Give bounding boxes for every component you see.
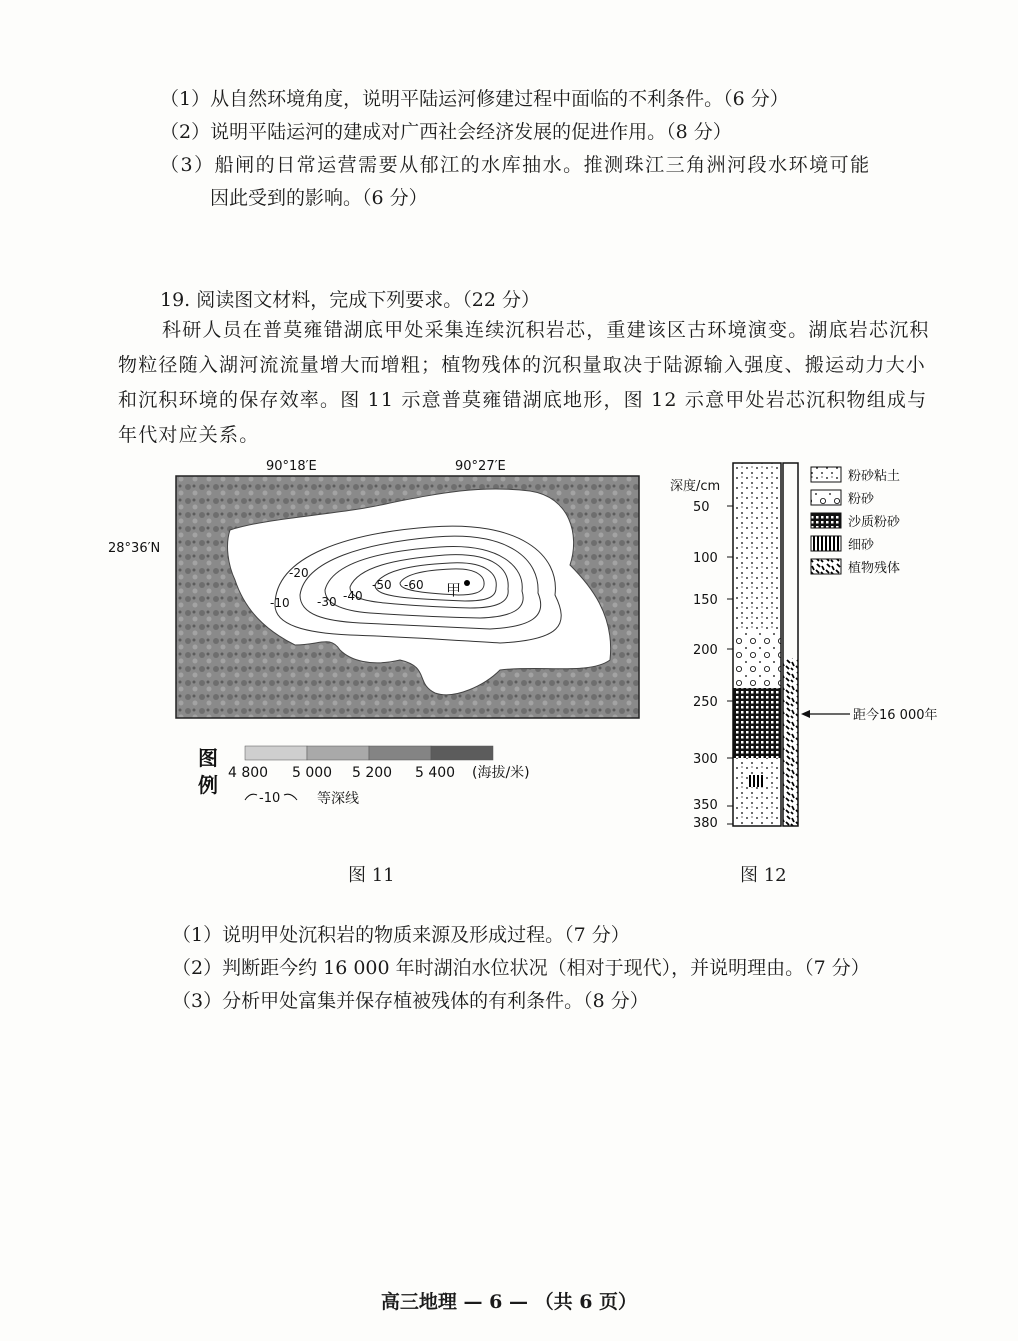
layer-silt — [733, 630, 781, 688]
contour-label-30: -30 — [317, 595, 337, 609]
layer-sandy-silt — [733, 688, 781, 758]
depth-tick-100: 100 — [693, 551, 718, 566]
depth-tick-380: 380 — [693, 816, 718, 831]
layer-silt-clay-bottom — [733, 758, 781, 826]
figure-11-caption: 图 11 — [348, 865, 395, 886]
contour-label-50: -50 — [372, 578, 392, 592]
depth-tick-250: 250 — [693, 695, 718, 710]
contour-sample-line-right — [284, 794, 297, 800]
elev-label-5200: 5 200 — [352, 765, 393, 781]
point-jia-marker — [464, 580, 470, 586]
legend-swatch-sandy-silt — [811, 513, 841, 528]
q19-header: 19. 阅读图文材料，完成下列要求。（22 分） — [160, 289, 540, 311]
prev-question-3-cont: 因此受到的影响。（6 分） — [210, 187, 428, 209]
contour-label-60: -60 — [404, 578, 424, 592]
prev-question-3: （3）船闸的日常运营需要从郁江的水库抽水。推测珠江三角洲河段水环境可能 — [160, 154, 871, 176]
legend-swatch-silt — [811, 490, 841, 505]
depth-tick-150: 150 — [693, 593, 718, 608]
depth-tick-50: 50 — [693, 500, 710, 515]
figure-12-caption: 图 12 — [740, 865, 787, 886]
legend-swatch-plant — [811, 559, 841, 574]
figure-11-legend — [195, 740, 565, 810]
plant-remains-column — [783, 658, 798, 826]
q19-question-3: （3）分析甲处富集并保存植被残体的有利条件。（8 分） — [172, 990, 649, 1012]
figure-12-core — [665, 455, 965, 835]
q19-question-1: （1）说明甲处沉积岩的物质来源及形成过程。（7 分） — [172, 924, 630, 946]
layer-fine-sand-lens — [749, 775, 763, 787]
page-footer: 高三地理 — 6 — （共 6 页） — [380, 1291, 638, 1313]
elev-swatch-3 — [369, 746, 431, 760]
prev-question-1: （1）从自然环境角度，说明平陆运河修建过程中面临的不利条件。（6 分） — [160, 88, 789, 110]
depth-axis-label: 深度/cm — [670, 479, 721, 494]
legend-label-silt: 粉砂 — [848, 492, 875, 507]
depth-tick-200: 200 — [693, 643, 718, 658]
prev-question-2: （2）说明平陆运河的建成对广西社会经济发展的促进作用。（8 分） — [160, 121, 732, 143]
contour-sample-label: -10 — [259, 791, 281, 806]
legend-label-sandy-silt: 沙质粉砂 — [848, 515, 901, 530]
q19-question-2: （2）判断距今约 16 000 年时湖泊水位状况（相对于现代），并说明理由。（7 分） — [172, 957, 870, 979]
elev-swatch-1 — [245, 746, 307, 760]
lon-label-2: 90°27′E — [455, 459, 506, 474]
elev-unit: (海拔/米) — [472, 765, 530, 781]
layer-silt-clay-top — [733, 463, 781, 630]
lon-label-1: 90°18′E — [266, 459, 317, 474]
annotation-label: 距今16 000年 — [853, 708, 938, 723]
legend-title-2: 例 — [198, 773, 218, 797]
legend-title-1: 图 — [198, 746, 218, 770]
elev-label-4800: 4 800 — [228, 765, 269, 781]
depth-tick-350: 350 — [693, 798, 718, 813]
elev-label-5400: 5 400 — [415, 765, 456, 781]
contour-legend-label: 等深线 — [317, 791, 359, 807]
q19-material: 科研人员在普莫雍错湖底甲处采集连续沉积岩芯，重建该区古环境演变。湖底岩芯沉积物粒径随入湖河流流量增大而增粗；植物残体的沉积量取决于陆源输入强度、搬运动力大小和沉积环境的保存效率。图 11 示意普莫雍错湖底地形，图 12 示意甲处岩芯沉积物组成与年代对应关系。 — [118, 319, 930, 446]
contour-label-20: -20 — [289, 566, 309, 580]
point-jia-label: 甲 — [446, 581, 462, 599]
contour-sample-line-left — [245, 794, 257, 800]
annotation-arrow-head — [801, 710, 810, 718]
depth-tick-300: 300 — [693, 752, 718, 767]
legend-label-fine-sand: 细砂 — [848, 538, 875, 553]
contour-label-40: -40 — [343, 589, 363, 603]
legend-swatch-fine-sand — [811, 536, 841, 551]
legend-label-silt-clay: 粉砂粘土 — [848, 469, 901, 484]
lat-label: 28°36′N — [108, 541, 161, 556]
depth-ticks — [727, 506, 733, 824]
contour-label-10: -10 — [270, 596, 290, 610]
elev-swatch-4 — [431, 746, 493, 760]
legend-swatch-silt-clay — [811, 467, 841, 482]
elev-label-5000: 5 000 — [292, 765, 333, 781]
legend-label-plant: 植物残体 — [848, 561, 901, 576]
elev-swatch-2 — [307, 746, 369, 760]
